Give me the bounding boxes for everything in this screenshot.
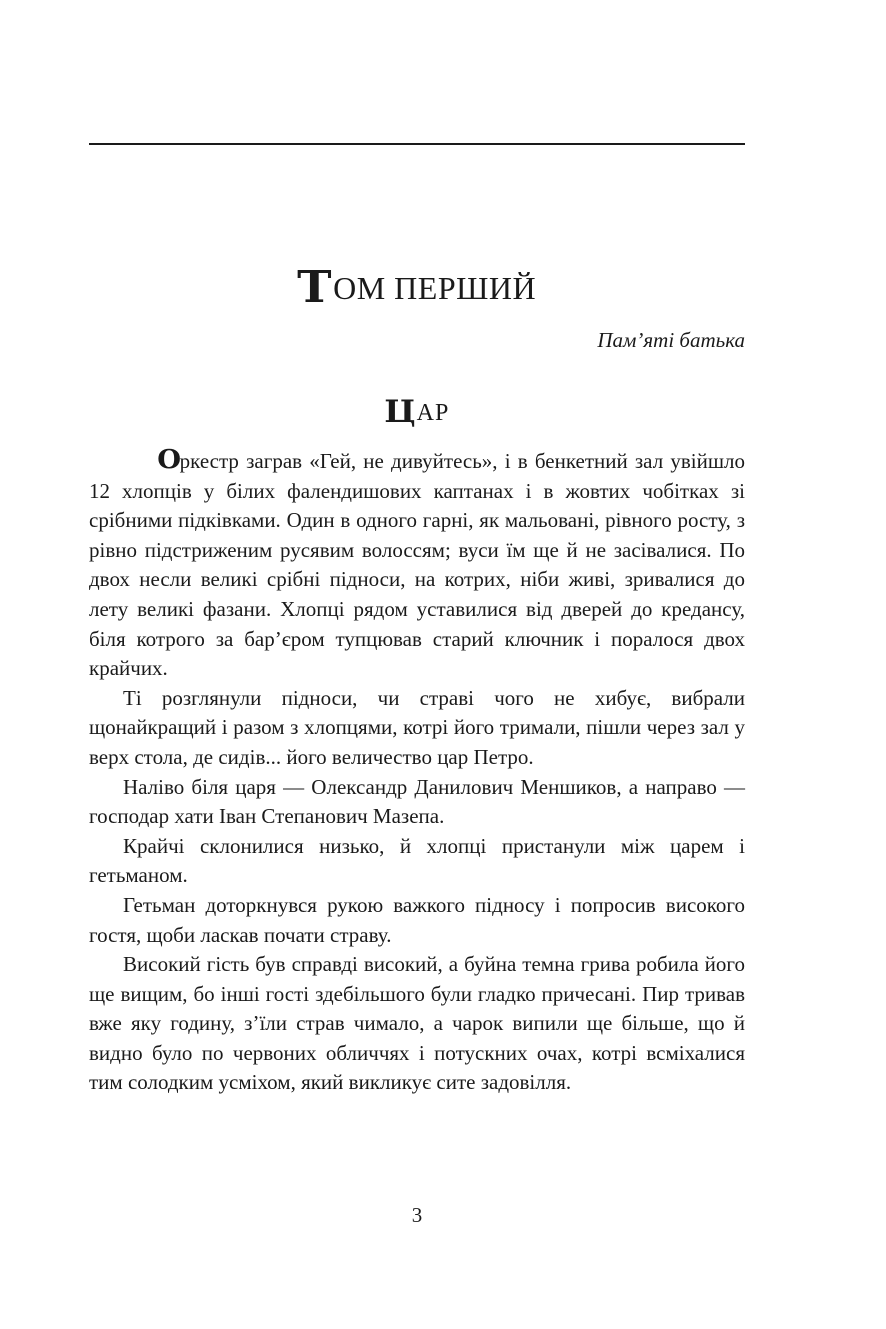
paragraph-text: Наліво біля царя — Олександр Данилович Меншиков, а направо — господар хати Іван Степанович Мазепа. xyxy=(89,774,745,829)
chapter-title xyxy=(89,392,745,433)
paragraph-4 xyxy=(89,832,745,891)
paragraph-drop-initial: О xyxy=(157,445,182,475)
paragraph-text: Крайчі склонилися низько, й хлопці пристанули між царем і гетьманом. xyxy=(89,833,745,888)
page-number: 3 xyxy=(411,1203,423,1227)
paragraph-6 xyxy=(89,950,745,1098)
chapter-drop-initial: Ц xyxy=(383,394,417,430)
paragraph-5 xyxy=(89,891,745,950)
body-text xyxy=(89,447,745,1098)
paragraph-3 xyxy=(89,773,745,832)
dedication: Пам’яті батька xyxy=(597,328,745,352)
paragraph-1 xyxy=(89,447,745,684)
paragraph-2 xyxy=(89,684,745,773)
volume-title-text: ОМ ПЕРШИЙ xyxy=(333,270,537,306)
paragraph-text: Гетьман доторкнувся рукою важкого підносу і попросив високого гостя, щоби ласкав почати страву. xyxy=(89,892,745,947)
volume-drop-initial: Т xyxy=(297,262,332,313)
paragraph-text: ркестр заграв «Гей, не дивуйтесь», і в бенкетний зал увійшло 12 хлопців у білих фалендишових каптанах і в жовтих чобітках зі срібними підківками. Один в одного гарні, як мальовані, рівного росту, з рівно підстриженим русявим волоссям; вуси їм ще й не засівалися. По двох несли великі срібні підноси, на котрих, ніби живі, зривалися до лету великі фазани. Хлопці рядом уставилися від дверей до кредансу, біля котрого за бар’єром тупцював старий ключник і поралося двох крайчих. xyxy=(89,449,745,681)
volume-title xyxy=(89,262,745,314)
paragraph-text: Ті розглянули підноси, чи страві чого не хибує, вибрали щонайкращий і разом з хлопцями, котрі його тримали, пішли через зал у верх стола, де сидів... його величество цар Петро. xyxy=(89,685,745,769)
chapter-title-text: АР xyxy=(416,400,450,426)
top-rule xyxy=(89,143,745,145)
paragraph-text: Високий гість був справді високий, а буйна темна грива робила його ще вищим, бо інші гості здебільшого були гладко причесані. Пир тривав вже яку годину, з’їли страв чимало, а чарок випили ще більше, що й видно було по червоних обличчях і потускних очах, котрі всміхалися тим солодким усміхом, який викликує сите задовілля. xyxy=(89,952,745,1095)
